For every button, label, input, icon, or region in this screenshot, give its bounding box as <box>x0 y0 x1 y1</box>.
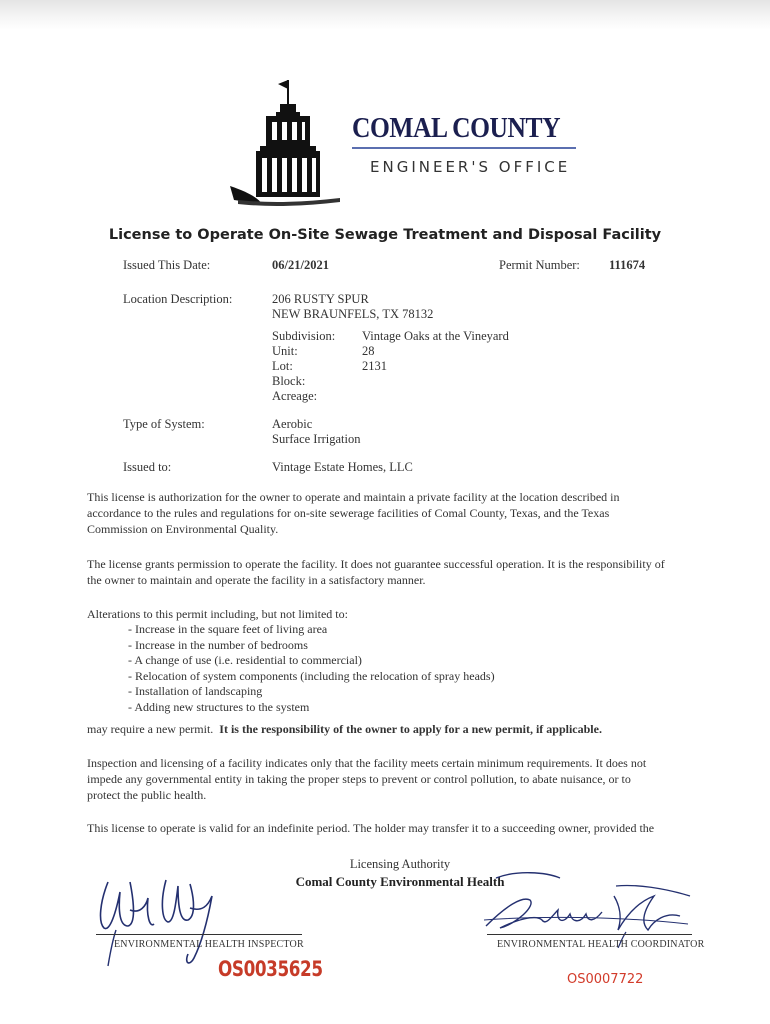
location-label: Location Description: <box>123 292 233 306</box>
list-item: - Increase in the number of bedrooms <box>128 638 495 654</box>
inspector-signature-icon <box>90 862 230 972</box>
issued-to-value: Vintage Estate Homes, LLC <box>272 460 413 474</box>
issued-date-value: 06/21/2021 <box>272 258 329 272</box>
list-item: - Installation of landscaping <box>128 684 495 700</box>
address-line1: 206 RUSTY SPUR <box>272 292 369 306</box>
system-type-line2: Surface Irrigation <box>272 432 361 446</box>
unit-value: 28 <box>362 344 375 358</box>
logo-divider <box>352 147 576 149</box>
subdivision-value: Vintage Oaks at the Vineyard <box>362 329 509 343</box>
issued-to-label: Issued to: <box>123 460 172 474</box>
permit-number-value: 111674 <box>609 258 646 272</box>
validity-paragraph: This license to operate is valid for an indefinite period. The holder may transfer it to a succeeding owner, provided the <box>87 821 655 835</box>
permit-note <box>87 721 667 737</box>
alterations-list <box>128 622 495 715</box>
authority-label: Licensing Authority <box>349 857 451 871</box>
issued-date-label: Issued This Date: <box>123 258 211 272</box>
permit-number-label: Permit Number: <box>499 258 580 272</box>
scan-shading <box>0 0 770 30</box>
inspector-stamp: OS0035625 <box>218 957 323 981</box>
coordinator-caption: ENVIRONMENTAL HEALTH COORDINATOR <box>497 939 705 950</box>
unit-label: Unit: <box>272 344 298 358</box>
subdivision-label: Subdivision: <box>272 329 336 343</box>
list-item: - A change of use (i.e. residential to commercial) <box>128 653 495 669</box>
list-item: - Adding new structures to the system <box>128 700 495 716</box>
alterations-intro: Alterations to this permit including, but not limited to: <box>87 607 348 621</box>
system-type-line1: Aerobic <box>272 417 313 431</box>
coordinator-signature-line <box>487 934 692 935</box>
coordinator-signature-icon <box>476 866 696 948</box>
lot-value: 2131 <box>362 359 387 373</box>
permission-paragraph: The license grants permission to operate the facility. It does not guarantee successful operation. It is the responsibility of the owner to maintain and operate the facility in a satisfactory manner. <box>87 557 665 587</box>
permit-note-bold: It is the responsibility of the owner to apply for a new permit, if applicable. <box>219 722 602 736</box>
coordinator-stamp: OS0007722 <box>567 972 644 987</box>
org-name: COMAL COUNTY <box>352 112 561 144</box>
inspector-caption: ENVIRONMENTAL HEALTH INSPECTOR <box>114 939 304 950</box>
system-type-label: Type of System: <box>123 417 205 431</box>
inspection-paragraph: Inspection and licensing of a facility indicates only that the facility meets certain minimum requirements. It does not impede any governmental entity in taking the proper steps to prevent or control pollution, to abate nuisance, or to protect the public health. <box>87 756 647 802</box>
block-label: Block: <box>272 374 306 388</box>
document-title: License to Operate On-Site Sewage Treatment and Disposal Facility <box>108 227 662 243</box>
office-name: ENGINEER'S OFFICE <box>370 158 571 176</box>
list-item: - Increase in the square feet of living area <box>128 622 495 638</box>
address-line2: NEW BRAUNFELS, TX 78132 <box>272 307 434 321</box>
authority-name: Comal County Environmental Health <box>295 874 505 889</box>
acreage-label: Acreage: <box>272 389 318 403</box>
authorization-paragraph: This license is authorization for the owner to operate and maintain a private facility at the location described in accordance to the rules and regulations for on-site sewerage facilities of Comal County, Texas, and the Texas Commission on Environmental Quality. <box>87 490 620 536</box>
list-item: - Relocation of system components (including the relocation of spray heads) <box>128 669 495 685</box>
permit-note-plain: may require a new permit. <box>87 722 214 736</box>
lot-label: Lot: <box>272 359 293 373</box>
courthouse-logo-icon <box>228 74 348 210</box>
inspector-signature-line <box>96 934 302 935</box>
